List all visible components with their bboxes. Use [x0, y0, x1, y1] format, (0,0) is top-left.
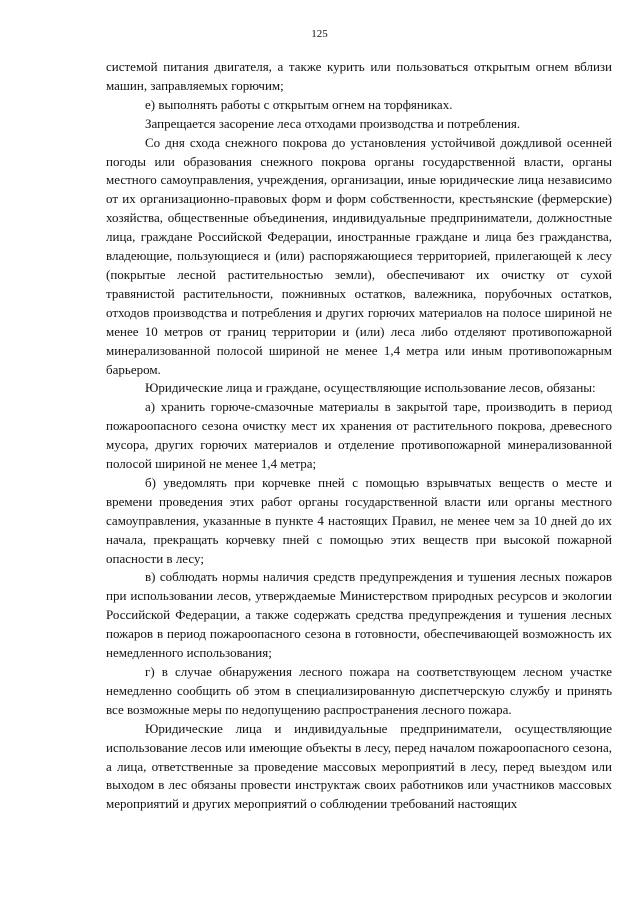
page-number: 125: [311, 28, 328, 40]
document-body: [106, 58, 612, 814]
paragraph-item-g: г) в случае обнаружения лесного пожара на соответствующем лесном участке немедленно сообщить об этом в специализированную диспетчерскую службу и принять все возможные меры по недопущению распространения лесного пожара.: [106, 664, 612, 717]
paragraph-item-a: а) хранить горюче-смазочные материалы в закрытой таре, производить в период пожароопасного сезона очистку мест их хранения от растительного покрова, древесного мусора, других горючих материалов и отделение противопожарной минерализованной полосой шириной не менее 1,4 метра;: [106, 399, 612, 472]
paragraph-item-e: е) выполнять работы с открытым огнем на торфяниках.: [145, 96, 453, 112]
paragraph-waste-prohibition: Запрещается засорение леса отходами производства и потребления.: [145, 115, 521, 131]
paragraph-instruction: Юридические лица и индивидуальные предприниматели, осуществляющие использование лесов или имеющие объекты в лесу, перед началом пожароопасного сезона, а лица, ответственные за проведение массовых мероприятий в лесу, перед выездом или выходом в лес обязаны провести инструктаж своих работников или участников массовых мероприятий и других мероприятий о соблюдении требований настоящих: [106, 720, 612, 812]
paragraph-snow-cover: Со дня схода снежного покрова до установления устойчивой дождливой осенней погоды или образования снежного покрова органы государственной власти, органы местного самоуправления, учреждения, организации, иные юридические лица независимо от их организационно-правовых форм и форм собственности, крестьянские (фермерские) хозяйства, общественные объединения, индивидуальные предприниматели, должностные лица, граждане Российской Федерации, иностранные граждане и лица без гражданства, владеющие, пользующиеся и (или) распоряжающиеся территорией, прилегающей к лесу (покрытые лесной растительностью земли), обеспечивают их очистку от сухой травянистой растительности, пожнивных остатков, валежника, порубочных остатков, отходов производства и потребления и других горючих материалов на полосе шириной не менее 10 метров от границ территории и (или) леса либо отделяют противопожарной минерализованной полосой шириной не менее 1,4 метра или иным противопожарным барьером.: [106, 134, 612, 377]
paragraph-obligations-intro: Юридические лица и граждане, осуществляющие использование лесов, обязаны:: [145, 380, 596, 396]
paragraph-continuation: системой питания двигателя, а также курить или пользоваться открытым огнем вблизи машин, заправляемых горючим;: [106, 59, 612, 93]
paragraph-item-b: б) уведомлять при корчевке пней с помощью взрывчатых веществ о месте и времени проведения этих работ органы государственной власти или органы местного самоуправления, указанные в пункте 4 настоящих Правил, не менее чем за 10 дней до их начала, прекращать корчевку пней с помощью этих веществ при высокой пожарной опасности в лесу;: [106, 474, 612, 566]
paragraph-item-v: в) соблюдать нормы наличия средств предупреждения и тушения лесных пожаров при использовании лесов, утверждаемые Министерством природных ресурсов и экологии Российской Федерации, а также содержать средства предупреждения и тушения лесных пожаров в период пожароопасного сезона в готовности, обеспечивающей возможность их немедленного использования;: [106, 569, 612, 661]
